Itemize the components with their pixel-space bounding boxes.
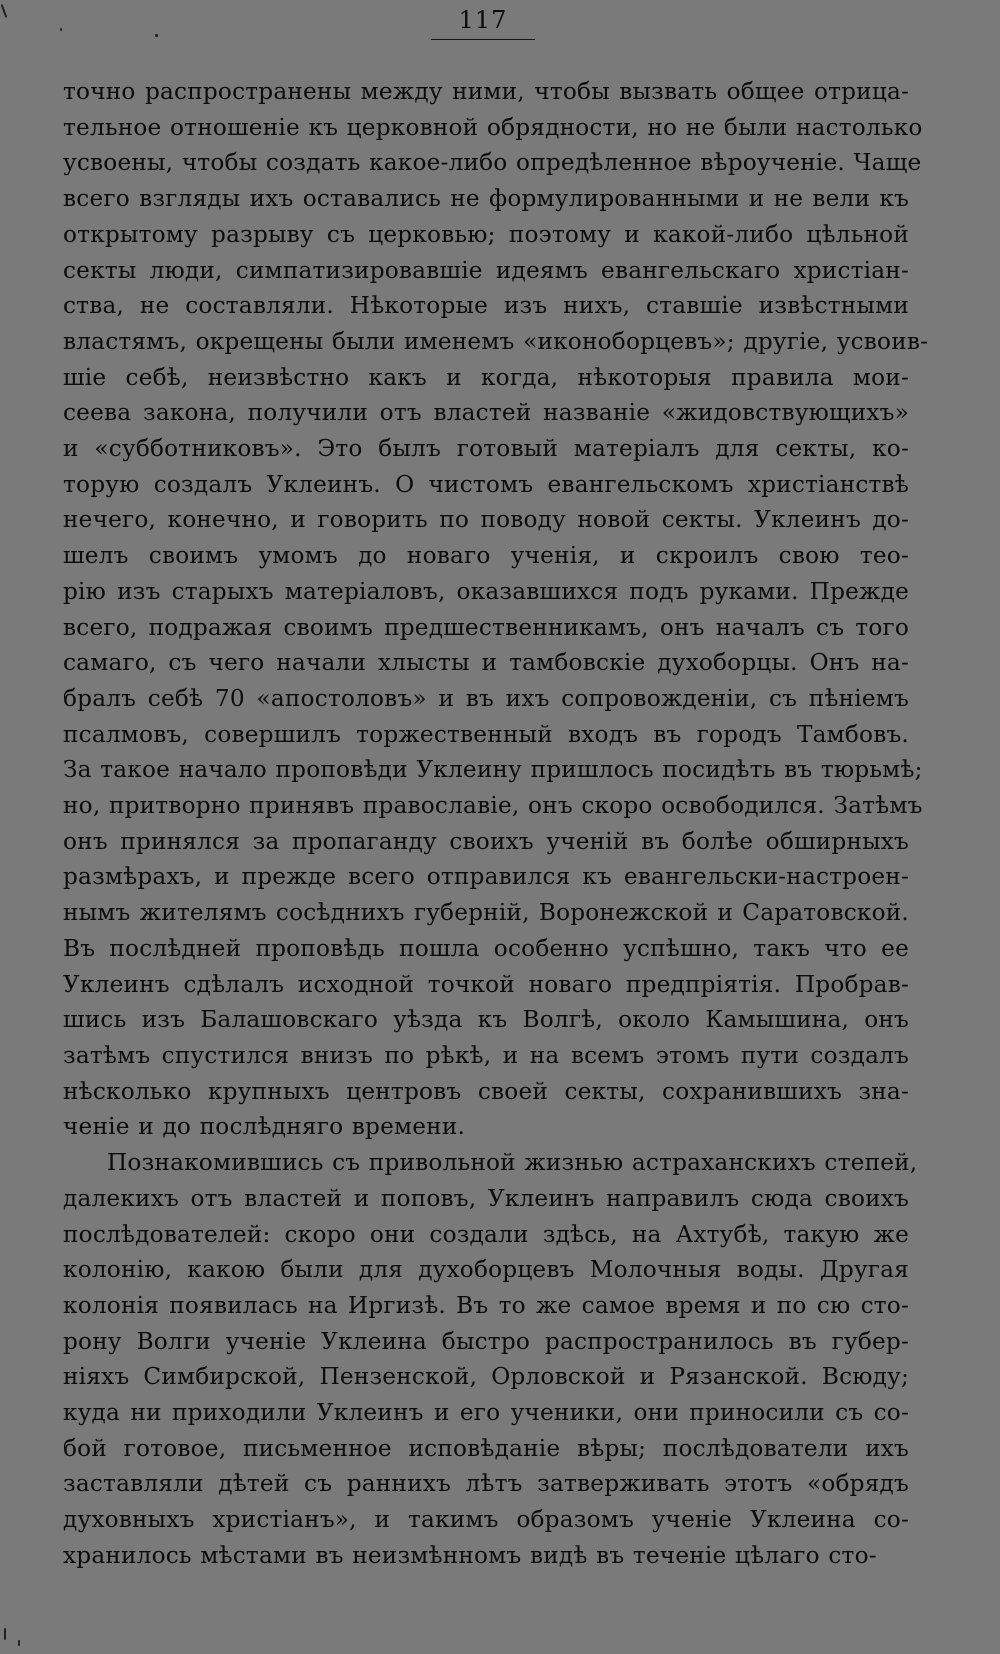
text-line: властямъ, окрещены были именемъ «иконоборцевъ»; другіе, усвоив- bbox=[63, 327, 929, 355]
scan-speck bbox=[4, 1628, 6, 1640]
text-line: далекихъ отъ властей и поповъ, Уклеинъ направилъ сюда своихъ bbox=[63, 1184, 909, 1212]
text-line: псалмовъ, совершилъ торжественный входъ въ городъ Тамбовъ. bbox=[63, 720, 909, 748]
text-line: Въ послѣдней проповѣдь пошла особенно успѣшно, такъ что ее bbox=[63, 934, 909, 962]
scan-speck bbox=[60, 28, 62, 31]
text-line: нымъ жителямъ сосѣднихъ губерній, Воронежской и Саратовской. bbox=[63, 899, 909, 927]
page-number-underline bbox=[431, 39, 535, 40]
text-line: точно распространены между ними, чтобы вызвать общее отрица- bbox=[63, 78, 909, 105]
text-line: ніяхъ Симбирской, Пензенской, Орловской и Рязанской. Всюду; bbox=[63, 1363, 909, 1391]
text-line: затѣмъ спустился внизъ по рѣкѣ, и на всемъ этомъ пути создалъ bbox=[63, 1041, 909, 1069]
page-number: 117 bbox=[458, 6, 508, 34]
text-line: рію изъ старыхъ матеріаловъ, оказавшихся подъ руками. Прежде bbox=[63, 577, 909, 605]
text-line: бралъ себѣ 70 «апостоловъ» и въ ихъ сопровожденіи, съ пѣніемъ bbox=[63, 684, 909, 712]
text-line: Уклеинъ сдѣлалъ исходной точкой новаго предпріятія. Пробрав- bbox=[63, 970, 909, 998]
text-line: открытому разрыву съ церковью; поэтому и какой-либо цѣльной bbox=[63, 220, 909, 248]
text-line: шіе себѣ, неизвѣстно какъ и когда, нѣкоторыя правила мои- bbox=[63, 363, 909, 391]
text-line: секты люди, симпатизировавшіе идеямъ евангельскаго христіан- bbox=[63, 256, 909, 284]
paragraph-2 bbox=[63, 1145, 918, 1573]
text-line: колонію, какою были для духоборцевъ Молочныя воды. Другая bbox=[63, 1256, 909, 1284]
text-line: ченіе и до послѣдняго времени. bbox=[63, 1113, 466, 1141]
paragraph-1 bbox=[63, 74, 929, 1145]
text-line: послѣдователей: скоро они создали здѣсь, на Ахтубѣ, такую же bbox=[63, 1220, 909, 1248]
text-line: нѣсколько крупныхъ центровъ своей секты, сохранившихъ зна- bbox=[63, 1077, 909, 1105]
text-line: всего взгляды ихъ оставались не формулированными и не вели къ bbox=[63, 185, 909, 213]
scan-speck bbox=[18, 1640, 20, 1646]
text-line: но, притворно принявъ православіе, онъ скоро освободился. Затѣмъ bbox=[63, 792, 923, 820]
body-text bbox=[63, 74, 929, 1574]
text-line: тельное отношеніе къ церковной обрядности, но не были настолько bbox=[63, 113, 923, 141]
text-line: хранилось мѣстами въ неизмѣнномъ видѣ въ теченіе цѣлаго сто- bbox=[63, 1541, 877, 1569]
text-line: За такое начало проповѣди Уклеину пришлось посидѣть въ тюрьмѣ; bbox=[63, 756, 923, 784]
text-line: бой готовое, письменное исповѣданіе вѣры; послѣдователи ихъ bbox=[63, 1434, 909, 1462]
scan-speck bbox=[155, 34, 158, 37]
text-line: торую создалъ Уклеинъ. О чистомъ евангельскомъ христіанствѣ bbox=[63, 470, 909, 498]
text-line: усвоены, чтобы создать какое-либо опредѣленное вѣроученіе. Чаще bbox=[63, 149, 922, 177]
text-line: онъ принялся за пропаганду своихъ ученій въ болѣе обширныхъ bbox=[63, 827, 909, 855]
text-line: рону Волги ученіе Уклеина быстро распространилось въ губер- bbox=[63, 1327, 909, 1355]
text-line: Познакомившись съ привольной жизнью астраханскихъ степей, bbox=[107, 1149, 918, 1177]
text-line: ства, не составляли. Нѣкоторые изъ нихъ, ставшіе извѣстными bbox=[63, 292, 909, 320]
text-line: сеева закона, получили отъ властей названіе «жидовствующихъ» bbox=[63, 399, 909, 427]
text-line: шелъ своимъ умомъ до новаго ученія, и скроилъ свою тео- bbox=[63, 542, 909, 570]
text-line: заставляли дѣтей съ раннихъ лѣтъ затверживать этотъ «обрядъ bbox=[63, 1470, 909, 1498]
text-line: нечего, конечно, и говорить по поводу новой секты. Уклеинъ до- bbox=[63, 506, 909, 534]
text-line: и «субботниковъ». Это былъ готовый матеріалъ для секты, ко- bbox=[63, 435, 909, 463]
text-line: всего, подражая своимъ предшественникамъ, онъ началъ съ того bbox=[63, 613, 909, 641]
text-line: куда ни приходили Уклеинъ и его ученики, они приносили съ со- bbox=[63, 1399, 909, 1427]
text-line: размѣрахъ, и прежде всего отправился къ евангельски-настроен- bbox=[63, 863, 909, 891]
text-line: колонія появилась на Иргизѣ. Въ то же самое время и по сю сто- bbox=[63, 1291, 909, 1319]
text-line: духовныхъ христіанъ», и такимъ образомъ ученіе Уклеина со- bbox=[63, 1506, 909, 1534]
scan-speck bbox=[1, 4, 8, 18]
text-line: самаго, съ чего начали хлысты и тамбовскіе духоборцы. Онъ на- bbox=[63, 649, 909, 677]
text-line: шись изъ Балашовскаго уѣзда къ Волгѣ, около Камышина, онъ bbox=[63, 1006, 909, 1034]
